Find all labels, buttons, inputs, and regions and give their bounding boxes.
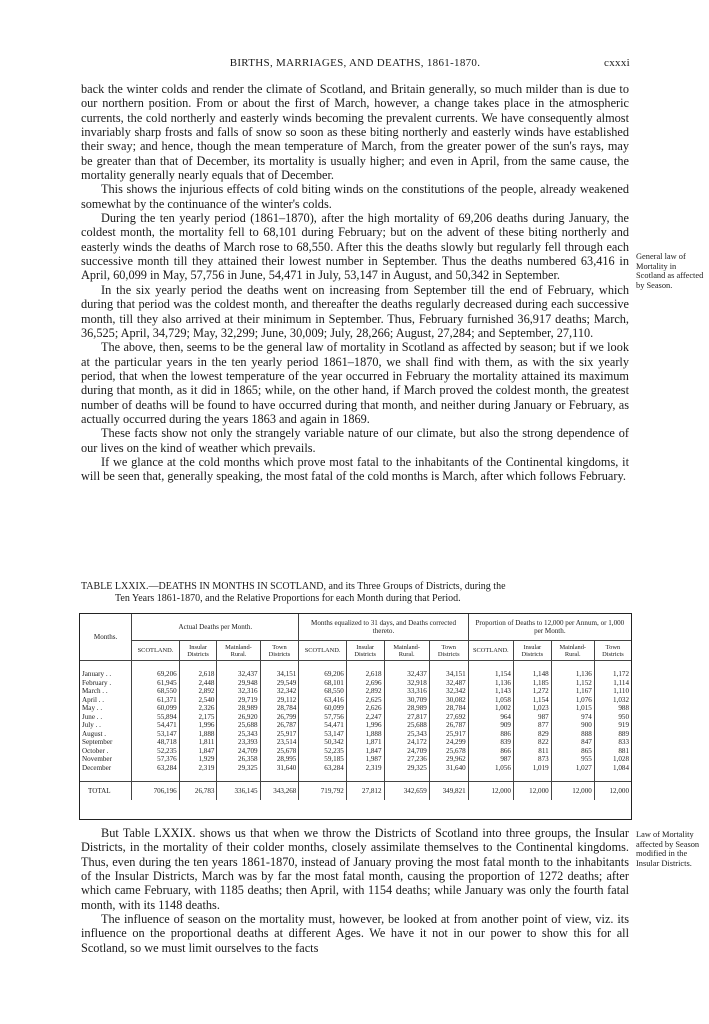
- value-cell: 32,316: [217, 687, 260, 696]
- value-cell: 29,948: [217, 679, 260, 688]
- value-cell: 2,892: [179, 687, 217, 696]
- value-cell: 25,917: [429, 730, 468, 739]
- month-cell: March . .: [82, 687, 108, 695]
- value-cell: 2,618: [179, 670, 217, 679]
- deaths-by-month-table: [79, 613, 632, 820]
- value-cell: 1,172: [594, 670, 631, 679]
- paragraph: During the ten yearly period (1861–1870), after the high mortality of 69,206 deaths during January, the coldest month, the mortality fell to 68,101 during February; but on the advent of these biting northerly and easterly winds the deaths of March rose to 68,550. After this the deaths slowly but regularly fell through each successive month till they attained their lowest number in September. Thus the deaths numbered 63,416 in April, 60,099 in May, 57,756 in June, 54,471 in July, 53,147 in August, and 50,342 in September.: [81, 211, 629, 283]
- table-row: [80, 713, 631, 722]
- paragraph: These facts show not only the strangely variable nature of our climate, but also the strong dependence of our lives on the kind of weather which prevails.: [81, 426, 629, 455]
- value-cell: 829: [513, 730, 551, 739]
- value-cell: 26,358: [217, 755, 260, 764]
- table-row: [80, 755, 631, 764]
- value-cell: 1,185: [513, 679, 551, 688]
- col-header-scotland: SCOTLAND.: [132, 641, 179, 661]
- value-cell: 1,152: [551, 679, 594, 688]
- value-cell: 2,696: [346, 679, 384, 688]
- value-cell: 63,416: [299, 696, 346, 705]
- total-cell: 719,792: [299, 782, 346, 801]
- value-cell: 32,342: [260, 687, 299, 696]
- value-cell: 28,989: [217, 704, 260, 713]
- value-cell: 1,027: [551, 764, 594, 773]
- value-cell: 1,811: [179, 738, 217, 747]
- value-cell: 29,325: [384, 764, 429, 773]
- col-header-insular: Insular Districts: [513, 641, 551, 661]
- value-cell: 1,136: [468, 679, 513, 688]
- value-cell: 24,172: [384, 738, 429, 747]
- month-cell: August .: [82, 729, 107, 738]
- value-cell: 1,015: [551, 704, 594, 713]
- month-cell: September: [82, 738, 113, 746]
- total-cell: 342,659: [384, 782, 429, 801]
- value-cell: 847: [551, 738, 594, 747]
- value-cell: 25,678: [260, 747, 299, 756]
- month-cell: November: [82, 755, 112, 763]
- value-cell: 1,154: [468, 670, 513, 679]
- paragraph: This shows the injurious effects of cold biting winds on the constitutions of the people, already weakened somewhat by the continuance of the winter's colds.: [81, 182, 629, 211]
- value-cell: 69,206: [132, 670, 179, 679]
- value-cell: 1,002: [468, 704, 513, 713]
- total-label: TOTAL: [88, 786, 111, 795]
- value-cell: 25,343: [217, 730, 260, 739]
- value-cell: 866: [468, 747, 513, 756]
- value-cell: 987: [468, 755, 513, 764]
- value-cell: 25,678: [429, 747, 468, 756]
- value-cell: 68,550: [299, 687, 346, 696]
- value-cell: 50,342: [299, 738, 346, 747]
- value-cell: 68,550: [132, 687, 179, 696]
- value-cell: 1,084: [594, 764, 631, 773]
- value-cell: 1,110: [594, 687, 631, 696]
- col-header-mainland: Mainland-Rural.: [384, 641, 429, 661]
- table-row: [80, 721, 631, 730]
- value-cell: 822: [513, 738, 551, 747]
- value-cell: 987: [513, 713, 551, 722]
- value-cell: 919: [594, 721, 631, 730]
- table-row: [80, 704, 631, 713]
- value-cell: 31,640: [260, 764, 299, 773]
- value-cell: 1,847: [346, 747, 384, 756]
- month-cell: July . .: [82, 721, 101, 729]
- value-cell: 811: [513, 747, 551, 756]
- value-cell: 889: [594, 730, 631, 739]
- value-cell: 909: [468, 721, 513, 730]
- value-cell: 26,920: [217, 713, 260, 722]
- value-cell: 1,058: [468, 696, 513, 705]
- value-cell: 1,167: [551, 687, 594, 696]
- value-cell: 886: [468, 730, 513, 739]
- col-header-mainland: Mainland-Rural.: [217, 641, 260, 661]
- value-cell: 57,376: [132, 755, 179, 764]
- value-cell: 28,784: [429, 704, 468, 713]
- value-cell: 1,929: [179, 755, 217, 764]
- value-cell: 26,787: [260, 721, 299, 730]
- value-cell: 29,325: [217, 764, 260, 773]
- paragraph: But Table LXXIX. shows us that when we throw the Districts of Scotland into three groups, the Insular Districts, in the mortality of their colder months, closely assimilate themselves to the Continental kingdoms. Thus, even during the ten years 1861-1870, instead of January proving the most fatal month to the inhabitants of the Insular Districts, March was by far the most fatal month, causing the proportion of 1272 deaths; after which came February, with 1185 deaths; then April, with 1154 deaths; while January was only the fourth fatal month, with its 1148 deaths.: [81, 826, 629, 912]
- value-cell: 29,112: [260, 696, 299, 705]
- table-row: [80, 764, 631, 773]
- value-cell: 24,709: [217, 747, 260, 756]
- value-cell: 1,136: [551, 670, 594, 679]
- value-cell: 68,101: [299, 679, 346, 688]
- value-cell: 28,995: [260, 755, 299, 764]
- value-cell: 29,549: [260, 679, 299, 688]
- value-cell: 26,799: [260, 713, 299, 722]
- margin-note: Law of Mortality affected by Season modified in the Insular Districts.: [636, 830, 700, 868]
- value-cell: 60,099: [299, 704, 346, 713]
- value-cell: 60,099: [132, 704, 179, 713]
- value-cell: 2,319: [179, 764, 217, 773]
- value-cell: 2,448: [179, 679, 217, 688]
- value-cell: 1,996: [346, 721, 384, 730]
- value-cell: 33,316: [384, 687, 429, 696]
- value-cell: 30,709: [384, 696, 429, 705]
- col-header-insular: Insular Districts: [346, 641, 384, 661]
- month-cell: June . .: [82, 712, 103, 721]
- value-cell: 63,284: [132, 764, 179, 773]
- value-cell: 27,817: [384, 713, 429, 722]
- value-cell: 34,151: [260, 670, 299, 679]
- value-cell: 55,894: [132, 713, 179, 722]
- value-cell: 52,235: [132, 747, 179, 756]
- value-cell: 25,688: [384, 721, 429, 730]
- group-header-equalized: Months equalized to 31 days, and Deaths corrected thereto.: [299, 614, 468, 641]
- page-number: cxxxi: [604, 57, 630, 69]
- value-cell: 964: [468, 713, 513, 722]
- month-cell: December: [82, 763, 112, 772]
- value-cell: 950: [594, 713, 631, 722]
- month-cell: April . .: [82, 695, 105, 704]
- value-cell: 28,989: [384, 704, 429, 713]
- value-cell: 29,962: [429, 755, 468, 764]
- value-cell: 32,437: [384, 670, 429, 679]
- value-cell: 53,147: [299, 730, 346, 739]
- value-cell: 2,892: [346, 687, 384, 696]
- table-row: [80, 747, 631, 756]
- value-cell: 2,625: [346, 696, 384, 705]
- value-cell: 974: [551, 713, 594, 722]
- table-body: [80, 661, 631, 801]
- total-cell: 343,268: [260, 782, 299, 801]
- paragraph: In the six yearly period the deaths went on increasing from September till the end of February, which during that period was the coldest month, and thereafter the deaths regularly decreased during each successive month, till they also arrived at their minimum in September. Thus, February furnished 36,917 deaths; March, 36,525; April, 34,729; May, 32,299; June, 30,009; July, 28,266; August, 27,284; and September, 27,110.: [81, 282, 629, 340]
- paragraph: back the winter colds and render the climate of Scotland, and Britain generally, so much milder than is due to our northern position. From or about the first of March, however, a change takes place in the atmospheric currents, the cold northerly and easterly winds becoming the prevalent currents. We have consequently almost invariably sharp frosts and falls of snow so soon as these biting northerly and easterly winds have established their sway; and hence, though the mean temperature of March, from the greater power of the sun's rays, may be greater than that of December, its mortality is usually higher; and even in April, from the same cause, the mortality generally nearly equals that of December.: [81, 82, 629, 183]
- value-cell: 1,056: [468, 764, 513, 773]
- paragraph: If we glance at the cold months which prove most fatal to the inhabitants of the Continental kingdoms, it will be seen that, generally speaking, the most fatal of the cold months is March, after which follows February.: [81, 454, 629, 484]
- value-cell: 48,718: [132, 738, 179, 747]
- value-cell: 873: [513, 755, 551, 764]
- value-cell: 32,918: [384, 679, 429, 688]
- value-cell: 57,756: [299, 713, 346, 722]
- value-cell: 61,371: [132, 696, 179, 705]
- value-cell: 24,299: [429, 738, 468, 747]
- body-text-lower: [81, 826, 629, 955]
- value-cell: 32,437: [217, 670, 260, 679]
- month-cell: January . .: [82, 670, 112, 678]
- value-cell: 1,888: [179, 730, 217, 739]
- value-cell: 27,692: [429, 713, 468, 722]
- value-cell: 1,028: [594, 755, 631, 764]
- value-cell: 1,847: [179, 747, 217, 756]
- col-header-town: Town Districts: [594, 641, 631, 661]
- value-cell: 23,514: [260, 738, 299, 747]
- col-header-town: Town Districts: [260, 641, 299, 661]
- value-cell: 24,709: [384, 747, 429, 756]
- value-cell: 29,719: [217, 696, 260, 705]
- value-cell: 2,319: [346, 764, 384, 773]
- value-cell: 2,618: [346, 670, 384, 679]
- paragraph: The influence of season on the mortality must, however, be looked at from another point of view, viz. its influence on the proportional deaths at different Ages. We have it not in our power to show this for all Scotland, so we must limit ourselves to the facts: [81, 912, 629, 955]
- total-cell: 12,000: [468, 782, 513, 801]
- running-title: BIRTHS, MARRIAGES, AND DEATHS, 1861-1870.: [229, 57, 481, 69]
- total-cell: 706,196: [132, 782, 179, 801]
- total-cell: 26,783: [179, 782, 217, 801]
- value-cell: 888: [551, 730, 594, 739]
- value-cell: 25,343: [384, 730, 429, 739]
- total-cell: 12,000: [594, 782, 631, 801]
- value-cell: 2,326: [179, 704, 217, 713]
- value-cell: 28,784: [260, 704, 299, 713]
- value-cell: 1,143: [468, 687, 513, 696]
- col-header-insular: Insular Districts: [179, 641, 217, 661]
- months-column-header: Months.: [80, 614, 132, 661]
- value-cell: 32,342: [429, 687, 468, 696]
- paragraph: The above, then, seems to be the general law of mortality in Scotland as affected by season; but if we look at the particular years in the ten yearly period 1861–1870, we shall find with them, as with the six yearly period, that when the lowest temperature of the year occurred in February the mortality attained its maximum during that month, as it did in 1865; while, on the other hand, if March proved the coldest month, the greatest number of deaths will be found to have occurred during that month, and neither during January or February, as actually occurred during the years 1863 and again in 1869.: [81, 340, 629, 426]
- table-caption-line: Ten Years 1861-1870, and the Relative Proportions for each Month during that Period.: [115, 593, 461, 604]
- value-cell: 53,147: [132, 730, 179, 739]
- col-header-town: Town Districts: [429, 641, 468, 661]
- group-header-proportion: Proportion of Deaths to 12,000 per Annum, or 1,000 per Month.: [468, 614, 631, 641]
- table-caption: [81, 581, 629, 605]
- value-cell: 1,154: [513, 696, 551, 705]
- body-text-upper: [81, 82, 629, 484]
- value-cell: 1,272: [513, 687, 551, 696]
- month-cell: October .: [82, 746, 109, 755]
- value-cell: 1,032: [594, 696, 631, 705]
- value-cell: 34,151: [429, 670, 468, 679]
- value-cell: 2,175: [179, 713, 217, 722]
- table-row: [80, 738, 631, 747]
- value-cell: 1,987: [346, 755, 384, 764]
- value-cell: 2,626: [346, 704, 384, 713]
- value-cell: 1,023: [513, 704, 551, 713]
- margin-note: General law of Mortality in Scotland as affected by Season.: [636, 252, 704, 290]
- value-cell: 59,185: [299, 755, 346, 764]
- total-row: [80, 782, 631, 801]
- value-cell: 23,393: [217, 738, 260, 747]
- table-row: [80, 679, 631, 688]
- running-header: [80, 57, 630, 73]
- value-cell: 1,888: [346, 730, 384, 739]
- total-cell: 336,145: [217, 782, 260, 801]
- total-cell: 27,812: [346, 782, 384, 801]
- group-header-actual: Actual Deaths per Month.: [132, 614, 299, 641]
- table-row: [80, 696, 631, 705]
- value-cell: 2,540: [179, 696, 217, 705]
- value-cell: 31,640: [429, 764, 468, 773]
- value-cell: 54,471: [132, 721, 179, 730]
- value-cell: 1,114: [594, 679, 631, 688]
- value-cell: 839: [468, 738, 513, 747]
- value-cell: 955: [551, 755, 594, 764]
- value-cell: 833: [594, 738, 631, 747]
- value-cell: 1,148: [513, 670, 551, 679]
- value-cell: 1,076: [551, 696, 594, 705]
- month-cell: February .: [82, 678, 112, 687]
- value-cell: 1,019: [513, 764, 551, 773]
- table-row: [80, 670, 631, 679]
- value-cell: 1,996: [179, 721, 217, 730]
- value-cell: 26,787: [429, 721, 468, 730]
- value-cell: 877: [513, 721, 551, 730]
- table-row: [80, 730, 631, 739]
- col-header-scotland: SCOTLAND.: [299, 641, 346, 661]
- value-cell: 30,082: [429, 696, 468, 705]
- total-cell: 349,821: [429, 782, 468, 801]
- value-cell: 54,471: [299, 721, 346, 730]
- value-cell: 988: [594, 704, 631, 713]
- month-cell: May . .: [82, 704, 103, 712]
- total-cell: 12,000: [551, 782, 594, 801]
- value-cell: 32,487: [429, 679, 468, 688]
- value-cell: 865: [551, 747, 594, 756]
- total-cell: 12,000: [513, 782, 551, 801]
- value-cell: 69,206: [299, 670, 346, 679]
- table-row: [80, 687, 631, 696]
- value-cell: 900: [551, 721, 594, 730]
- value-cell: 52,235: [299, 747, 346, 756]
- value-cell: 63,284: [299, 764, 346, 773]
- col-header-scotland: SCOTLAND.: [468, 641, 513, 661]
- value-cell: 25,917: [260, 730, 299, 739]
- value-cell: 27,236: [384, 755, 429, 764]
- table-caption-line: TABLE LXXIX.—DEATHS IN MONTHS IN SCOTLAND, and its Three Groups of Districts, during the: [81, 581, 506, 592]
- value-cell: 1,871: [346, 738, 384, 747]
- value-cell: 61,945: [132, 679, 179, 688]
- value-cell: 25,688: [217, 721, 260, 730]
- col-header-mainland: Mainland-Rural.: [551, 641, 594, 661]
- value-cell: 2,247: [346, 713, 384, 722]
- value-cell: 881: [594, 747, 631, 756]
